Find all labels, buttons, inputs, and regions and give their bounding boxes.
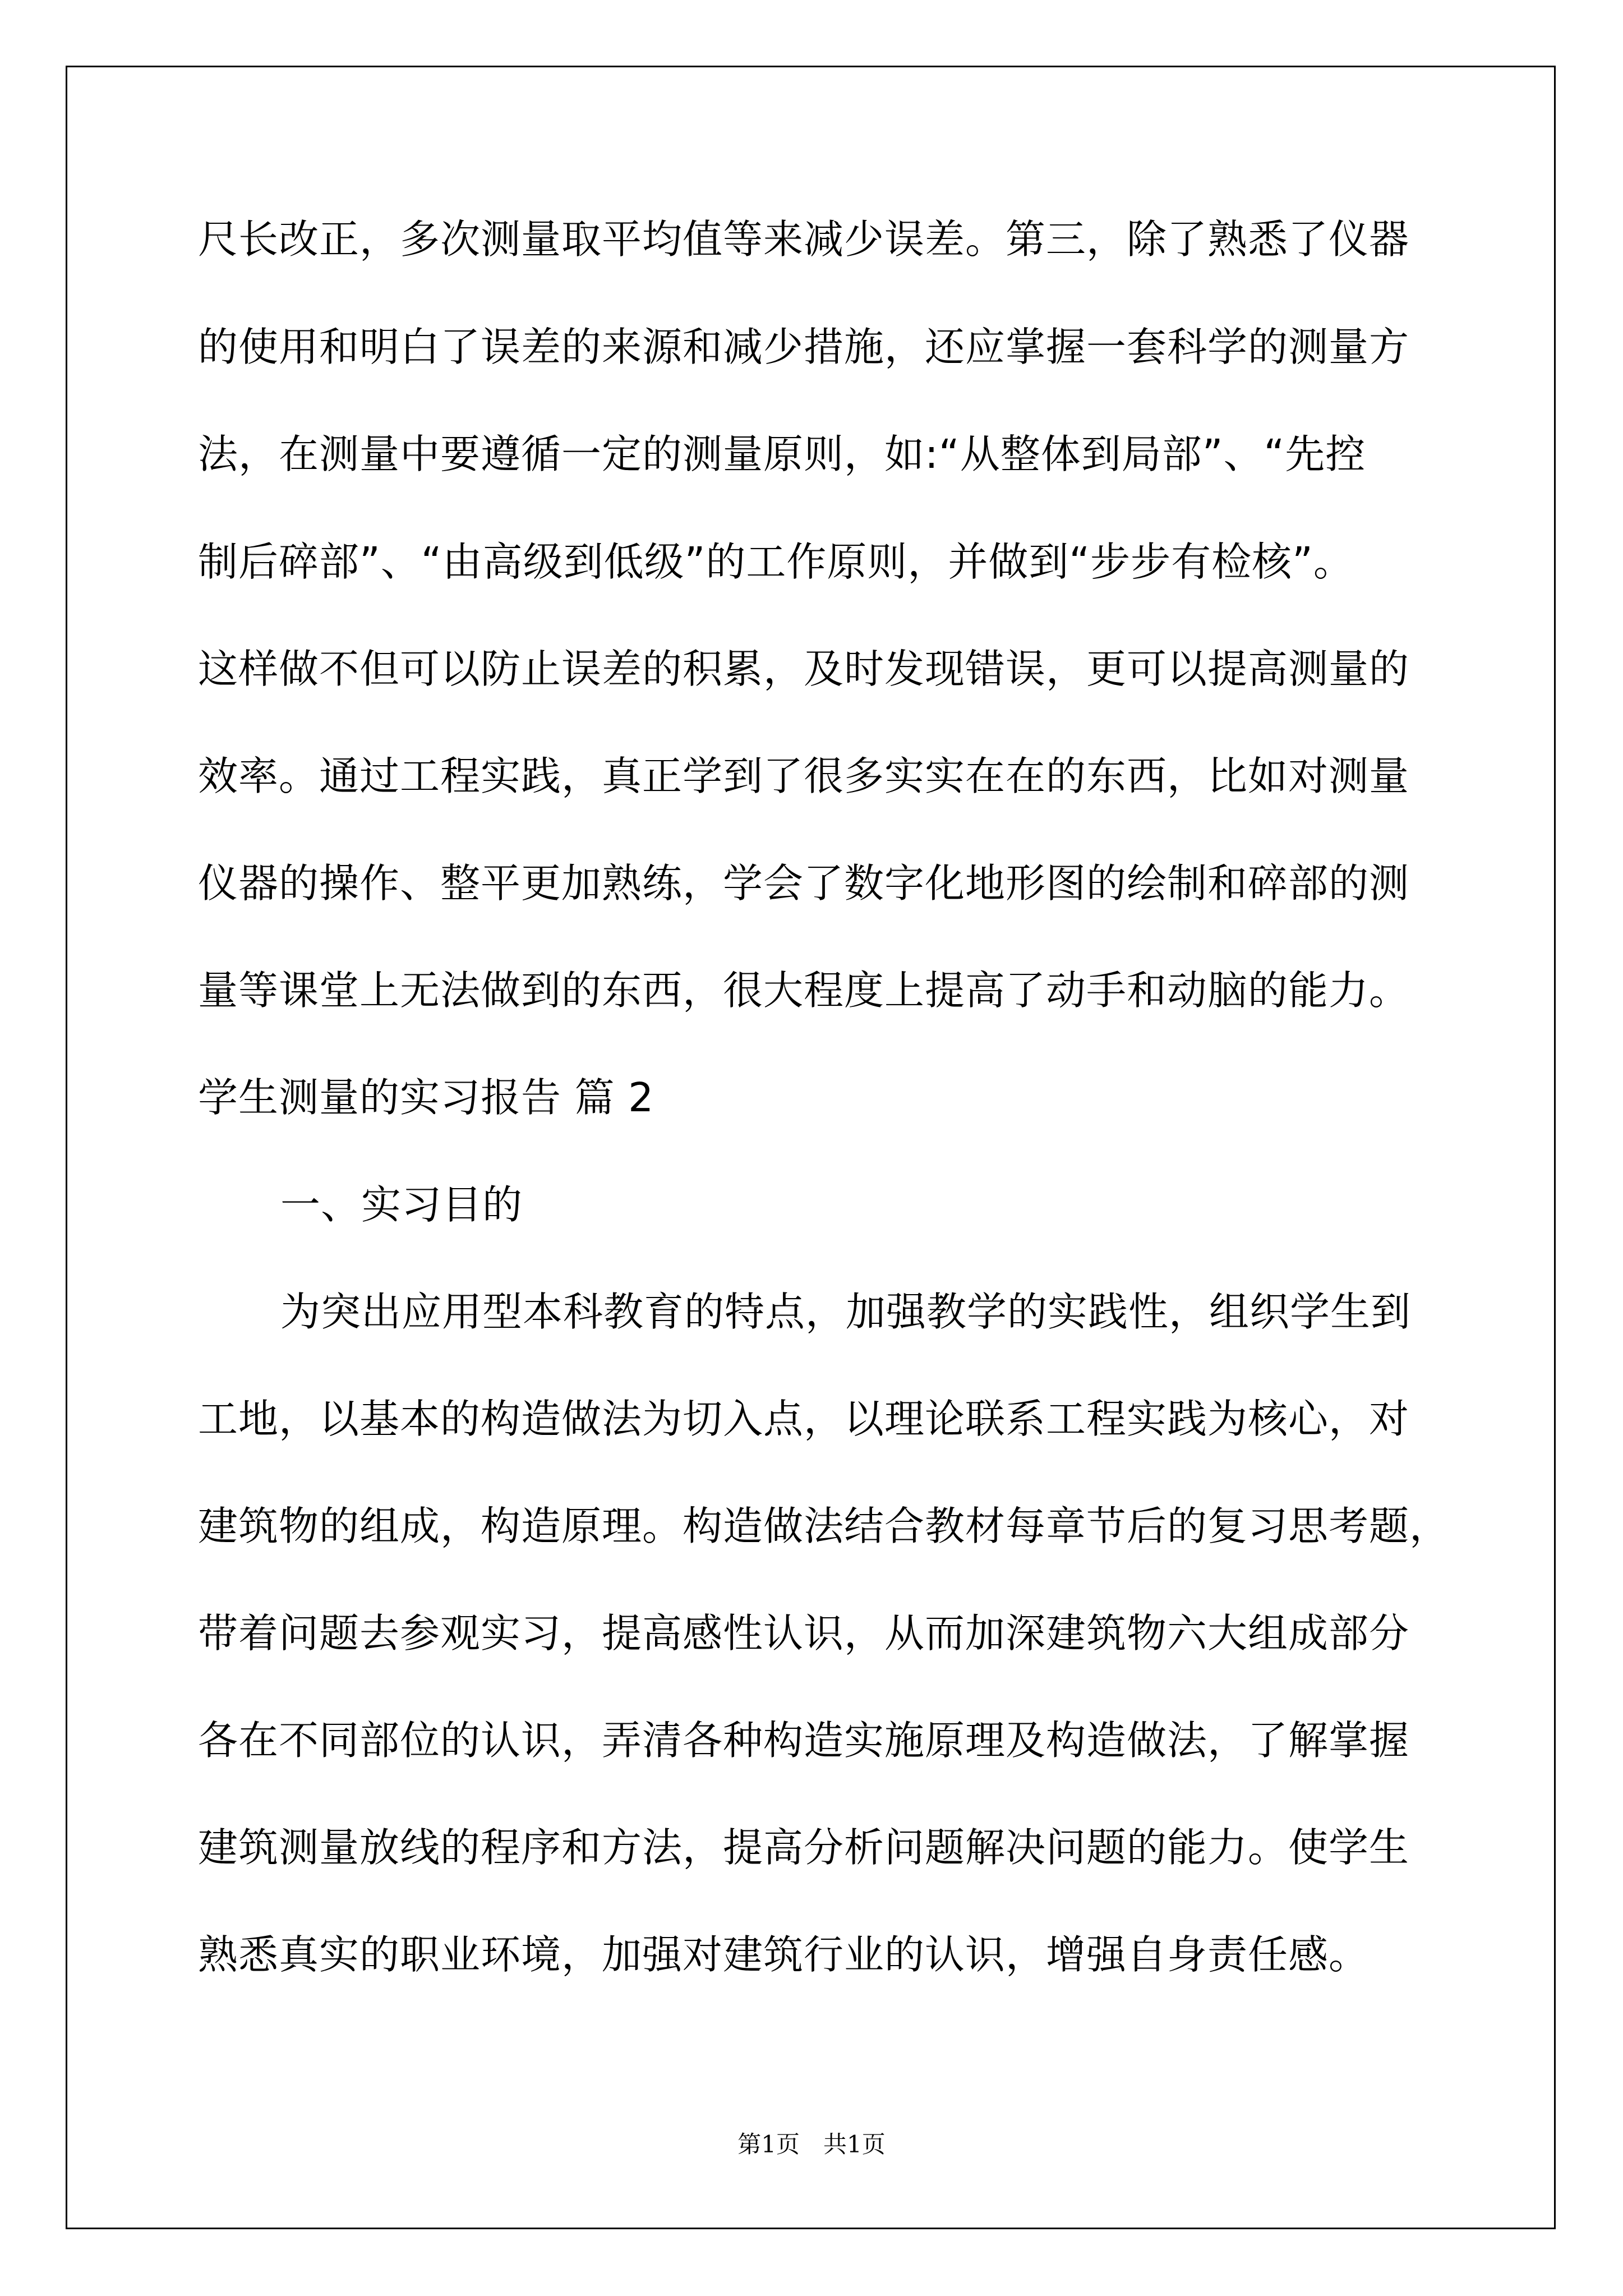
paragraph-line: 为突出应用型本科教育的特点，加强教学的实践性，组织学生到 [280, 1289, 1412, 1335]
subsection-heading: 一、实习目的 [280, 1181, 523, 1228]
paragraph-line: 建筑测量放线的程序和方法，提高分析问题解决问题的能力。使学生 [198, 1824, 1410, 1871]
paragraph-line: 量等课堂上无法做到的东西，很大程度上提高了动手和动脑的能力。 [198, 967, 1410, 1014]
page-footer: 第1页 共1页 [737, 2131, 886, 2158]
paragraph-line: 熟悉真实的职业环境，加强对建筑行业的认识，增强自身责任感。 [198, 1931, 1370, 1978]
paragraph-line: 带着问题去参观实习，提高感性认识，从而加深建筑物六大组成部分 [198, 1610, 1410, 1657]
paragraph-line: 制后碎部”、“由高级到低级”的工作原则，并做到“步步有检核”。 [198, 539, 1354, 585]
paragraph-line: 效率。通过工程实践，真正学到了很多实实在在的东西，比如对测量 [198, 753, 1410, 799]
paragraph-line: 仪器的操作、整平更加熟练，学会了数字化地形图的绘制和碎部的测 [198, 860, 1410, 907]
paragraph-line: 的使用和明白了误差的来源和减少措施，还应掌握一套科学的测量方 [198, 324, 1410, 370]
page-border [66, 66, 1556, 2229]
paragraph-line: 建筑物的组成，构造原理。构造做法结合教材每章节后的复习思考题， [198, 1503, 1450, 1549]
paragraph-line: 工地，以基本的构造做法为切入点，以理论联系工程实践为核心，对 [198, 1396, 1410, 1442]
paragraph-line: 各在不同部位的认识，弄清各种构造实施原理及构造做法，了解掌握 [198, 1717, 1410, 1764]
paragraph-line: 法，在测量中要遵循一定的测量原则，如:“从整体到局部”、“先控 [198, 431, 1366, 477]
paragraph-line: 尺长改正，多次测量取平均值等来减少误差。第三，除了熟悉了仪器 [198, 216, 1410, 263]
section-title: 学生测量的实习报告 篇 2 [198, 1074, 654, 1121]
paragraph-line: 这样做不但可以防止误差的积累，及时发现错误，更可以提高测量的 [198, 646, 1410, 692]
